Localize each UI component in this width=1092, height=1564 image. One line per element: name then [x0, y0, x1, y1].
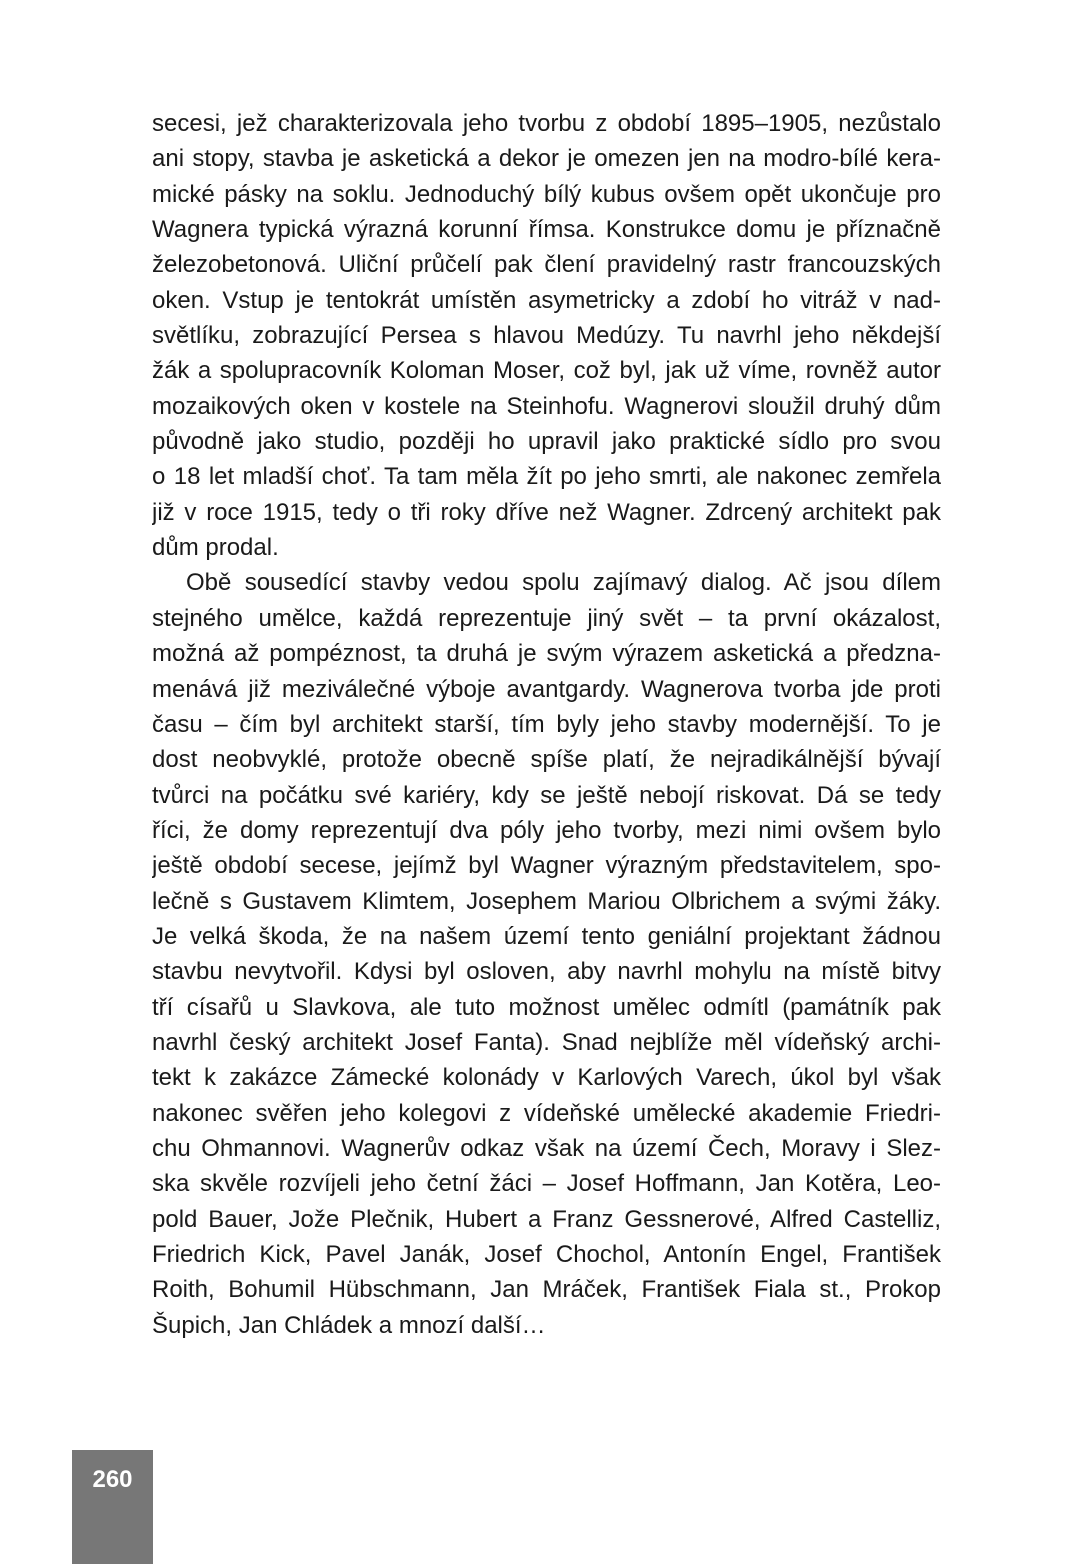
text-line: říci, že domy reprezentují dva póly jeho tvorby, mezi nimi ovšem bylo	[152, 816, 941, 844]
paragraph-2	[152, 565, 941, 1343]
text-line: tří císařů u Slavkova, ale tuto možnost umělec odmítl (památník pak	[152, 993, 941, 1021]
page-number: 260	[92, 1466, 133, 1493]
text-line: světlíku, zobrazující Persea s hlavou Medúzy. Tu navrhl jeho někdejší	[152, 322, 941, 350]
text-line: ani stopy, stavba je asketická a dekor je omezen jen na modro-bílé kera-	[152, 145, 941, 173]
text-line: ještě období secese, jejímž byl Wagner výrazným představitelem, spo-	[152, 852, 941, 880]
text-line: stejného umělce, každá reprezentuje jiný svět – ta první okázalost,	[152, 604, 941, 632]
text-line: již v roce 1915, tedy o tři roky dříve než Wagner. Zdrcený architekt pak	[152, 498, 941, 526]
text-line: času – čím byl architekt starší, tím byly jeho stavby modernější. To je	[152, 710, 941, 738]
text-line: Šupich, Jan Chládek a mnozí další…	[152, 1311, 546, 1339]
text-line: chu Ohmannovi. Wagnerův odkaz však na území Čech, Moravy i Slez-	[152, 1134, 941, 1162]
text-line: Friedrich Kick, Pavel Janák, Josef Chochol, Antonín Engel, František	[152, 1241, 941, 1268]
text-line: mické pásky na soklu. Jednoduchý bílý kubus ovšem opět ukončuje pro	[152, 180, 941, 208]
text-line: pold Bauer, Jože Plečnik, Hubert a Franz Gessnerové, Alfred Castelliz,	[152, 1205, 941, 1233]
text-line: ska skvěle rozvíjeli jeho četní žáci – Josef Hoffmann, Jan Kotěra, Leo-	[152, 1170, 941, 1198]
text-line: secesi, jež charakterizovala jeho tvorbu z období 1895–1905, nezůstalo	[152, 110, 941, 137]
text-line: původně jako studio, později ho upravil jako praktické sídlo pro svou	[152, 428, 941, 456]
page-body	[152, 106, 941, 1343]
text-line: nakonec svěřen jeho kolegovi z vídeňské umělecké akademie Friedri-	[152, 1099, 941, 1127]
text-line: oken. Vstup je tentokrát umístěn asymetricky a zdobí ho vitráž v nad-	[152, 286, 941, 314]
text-line: možná až pompéznost, ta druhá je svým výrazem asketická a předzna-	[152, 640, 941, 668]
text-line: stavbu nevytvořil. Kdysi byl osloven, aby navrhl mohylu na místě bitvy	[152, 958, 941, 986]
text-line: navrhl český architekt Josef Fanta). Snad nejblíže měl vídeňský archi-	[152, 1028, 941, 1056]
text-line: dům prodal.	[152, 534, 279, 562]
text-line: tekt k zakázce Zámecké kolonády v Karlových Varech, úkol byl však	[152, 1064, 941, 1092]
text-line: mozaikových oken v kostele na Steinhofu. Wagnerovi sloužil druhý dům	[152, 392, 941, 420]
text-line: tvůrci na počátku své kariéry, kdy se ještě nebojí riskovat. Dá se tedy	[152, 781, 941, 809]
text-line: Obě sousedící stavby vedou spolu zajímavý dialog. Ač jsou dílem	[186, 569, 941, 597]
text-line: železobetonová. Uliční průčelí pak člení pravidelný rastr francouzských	[152, 251, 941, 279]
paragraph-1	[152, 106, 941, 565]
text-line: lečně s Gustavem Klimtem, Josephem Mariou Olbrichem a svými žáky.	[152, 887, 941, 915]
text-line: Roith, Bohumil Hübschmann, Jan Mráček, František Fiala st., Prokop	[152, 1276, 941, 1304]
text-line: o 18 let mladší choť. Ta tam měla žít po jeho smrti, ale nakonec zemřela	[152, 463, 941, 491]
text-line: Je velká škoda, že na našem území tento geniální projektant žádnou	[152, 922, 941, 950]
page-number-tab	[72, 1450, 153, 1564]
text-line: žák a spolupracovník Koloman Moser, což byl, jak už víme, rovněž autor	[152, 357, 941, 385]
text-line: menává již meziválečné výboje avantgardy. Wagnerova tvorba jde proti	[152, 675, 941, 703]
text-line: Wagnera typická výrazná korunní římsa. Konstrukce domu je příznačně	[152, 216, 941, 244]
text-line: dost neobvyklé, protože obecně spíše platí, že nejradikálnější bývají	[152, 746, 941, 774]
